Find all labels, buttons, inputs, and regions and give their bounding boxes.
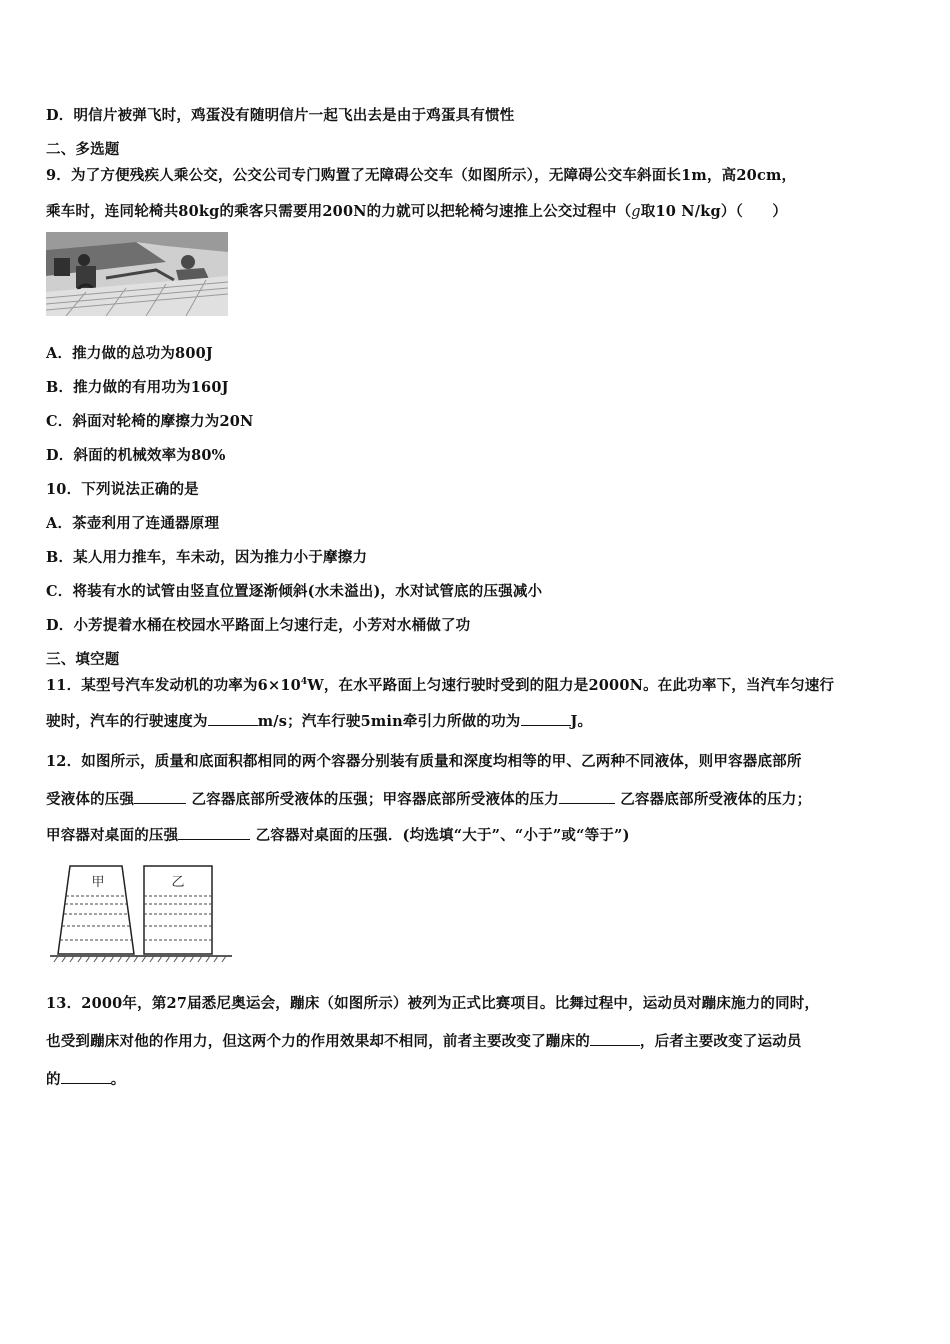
q10-option-b: B．某人用力推车，车未动，因为推力小于摩擦力 [46, 549, 368, 566]
q10-option-c: C．将装有水的试管由竖直位置逐渐倾斜(水未溢出)，水对试管底的压强减小 [46, 583, 543, 600]
q12-line1: 12．如图所示，质量和底面积都相同的两个容器分别装有质量和深度均相等的甲、乙两种不同液体，则甲容器底部所 [46, 753, 802, 770]
q9-stem-line2: 乘车时，连同轮椅共80kg的乘客只需要用200N的力就可以把轮椅匀速推上公交过程中（g取10 N/kg）（ ） [46, 203, 788, 220]
containers-figure [46, 858, 236, 966]
container-label-jia: 甲 [91, 875, 105, 890]
q9-option-a: A．推力做的总功为800J [46, 345, 213, 362]
section-title-multiple-choice: 二、多选题 [46, 141, 120, 158]
q9-stem-line1: 9．为了方便残疾人乘公交，公交公司专门购置了无障碍公交车（如图所示），无障碍公交车斜面长1m，高20cm， [46, 167, 797, 184]
q10-option-d: D．小芳提着水桶在校园水平路面上匀速行走，小芳对水桶做了功 [46, 617, 471, 634]
answer-blank [61, 1069, 111, 1084]
answer-blank [590, 1031, 640, 1046]
q13-line3: 的 。 [46, 1071, 126, 1088]
q9-option-d: D．斜面的机械效率为80% [46, 447, 226, 464]
q10-stem: 10．下列说法正确的是 [46, 481, 199, 498]
answer-blank [559, 789, 615, 804]
q12-line3: 甲容器对桌面的压强 乙容器对桌面的压强．(均选填“大于”、“小于”或“等于”) [46, 827, 630, 844]
answer-blank [134, 789, 186, 804]
answer-blank [521, 711, 571, 726]
answer-blank [208, 711, 258, 726]
q9-option-c: C．斜面对轮椅的摩擦力为20N [46, 413, 254, 430]
q9-option-b: B．推力做的有用功为160J [46, 379, 229, 396]
container-label-yi: 乙 [171, 875, 185, 890]
q13-line2: 也受到蹦床对他的作用力，但这两个力的作用效果却不相同，前者主要改变了蹦床的 ，后者主要改变了运动员 [46, 1033, 802, 1050]
answer-blank [178, 825, 250, 840]
q10-option-a: A．茶壶利用了连通器原理 [46, 515, 220, 532]
q13-line1: 13．2000年，第27届悉尼奥运会，蹦床（如图所示）被列为正式比赛项目。比舞过程中，运动员对蹦床施力的同时， [46, 995, 820, 1012]
bus-ramp-photo [46, 232, 228, 316]
q8-option-d: D．明信片被弹飞时，鸡蛋没有随明信片一起飞出去是由于鸡蛋具有惯性 [46, 107, 515, 124]
q11-line1: 11．某型号汽车发动机的功率为$6\times 10^4W$，在水平路面上匀速行驶时受到的阻力是2000N。在此功率下，当汽车匀速行 [46, 677, 835, 694]
q11-line2: 驶时，汽车的行驶速度为 m/s；汽车行驶5min牵引力所做的功为 J。 [46, 713, 593, 730]
section-title-fill-blank: 三、填空题 [46, 651, 120, 668]
q12-line2: 受液体的压强 乙容器底部所受液体的压强；甲容器底部所受液体的压力 乙容器底部所受液体的压力； [46, 791, 812, 808]
